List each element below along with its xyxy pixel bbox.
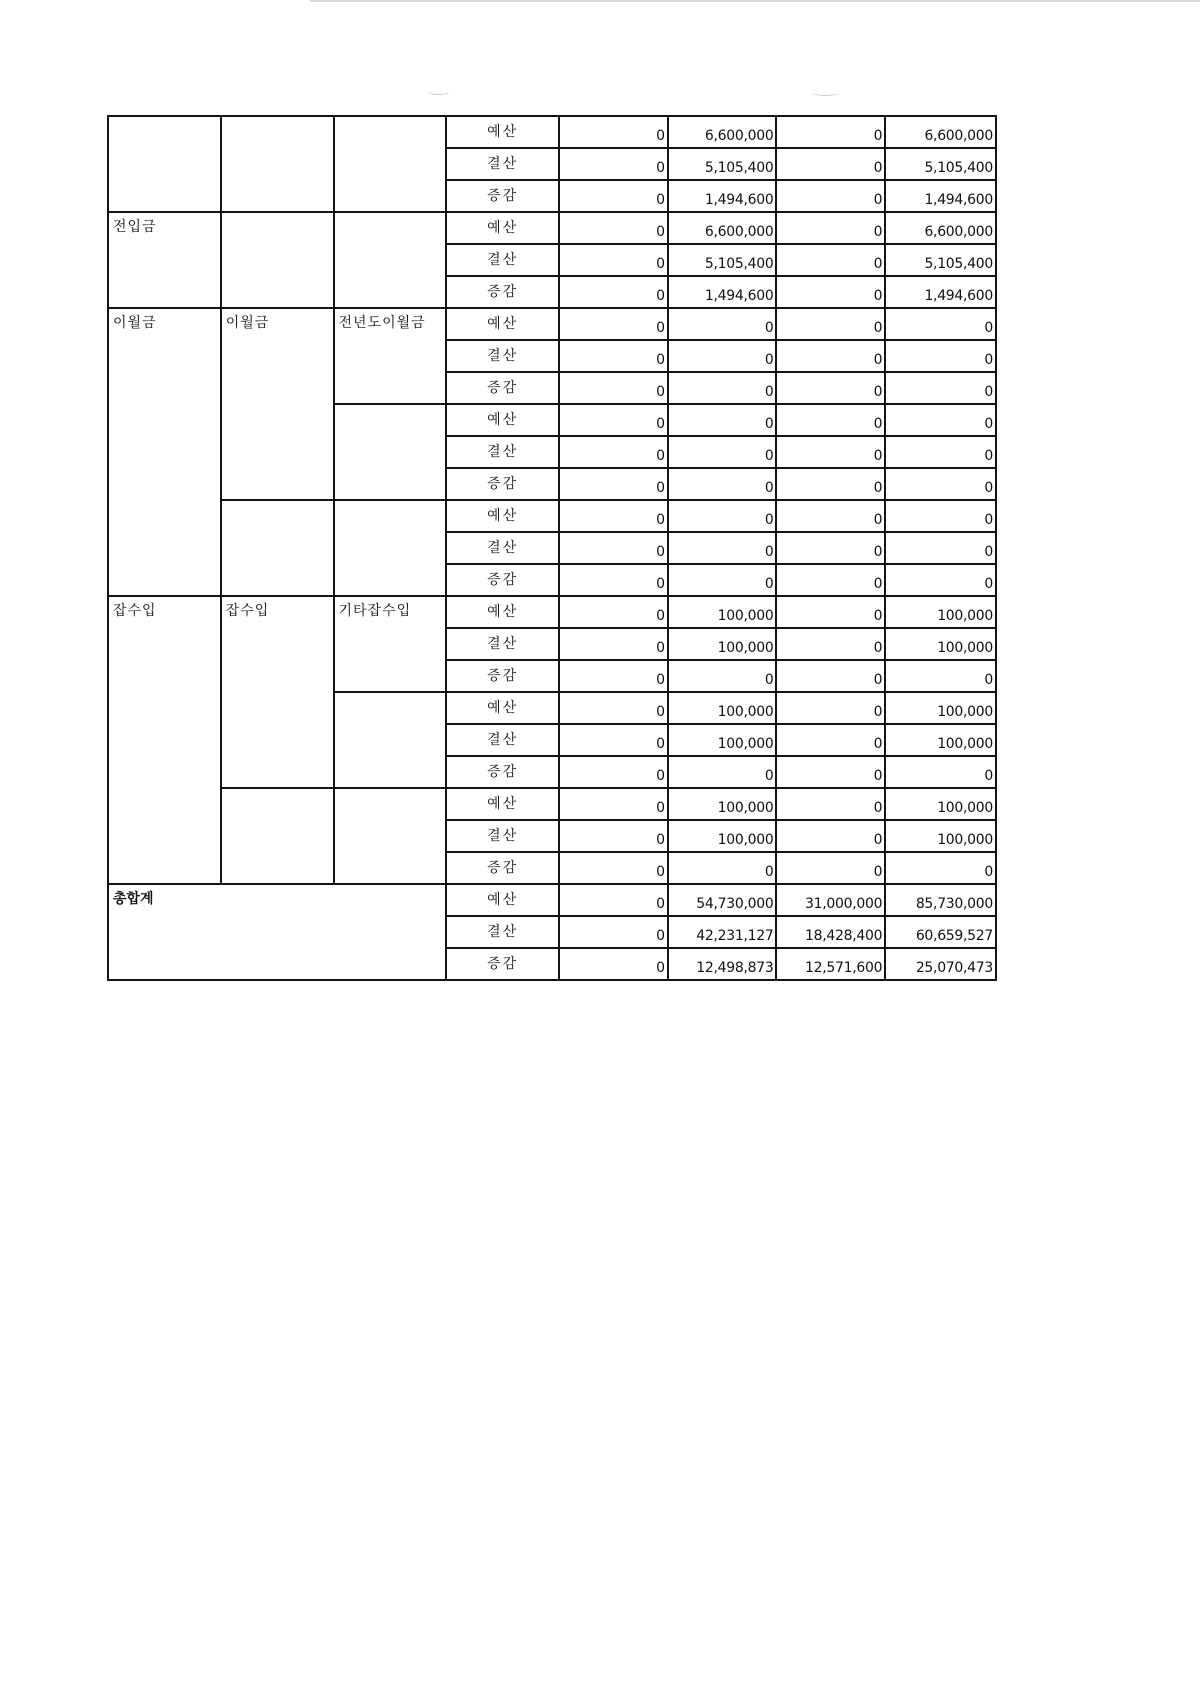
amount-cell: 0 bbox=[559, 404, 668, 436]
amount-cell: 0 bbox=[559, 468, 668, 500]
amount-cell: 54,730,000 bbox=[668, 884, 777, 916]
amount-cell: 0 bbox=[776, 148, 885, 180]
item-label bbox=[334, 788, 447, 884]
row-type-cell: 예산 bbox=[446, 308, 559, 340]
subsection-label bbox=[221, 788, 334, 884]
amount-cell: 0 bbox=[668, 468, 777, 500]
row-type-cell: 예산 bbox=[446, 404, 559, 436]
row-type-cell: 증감 bbox=[446, 564, 559, 596]
amount-cell: 0 bbox=[559, 852, 668, 884]
amount-cell: 0 bbox=[776, 820, 885, 852]
amount-cell: 0 bbox=[559, 276, 668, 308]
amount-cell: 0 bbox=[776, 212, 885, 244]
amount-cell: 0 bbox=[668, 404, 777, 436]
row-type-cell: 예산 bbox=[446, 884, 559, 916]
row-type-cell: 결산 bbox=[446, 916, 559, 948]
amount-cell: 0 bbox=[668, 372, 777, 404]
amount-cell: 0 bbox=[885, 404, 996, 436]
amount-cell: 0 bbox=[885, 468, 996, 500]
amount-cell: 0 bbox=[776, 724, 885, 756]
section-label: 이월금 bbox=[108, 308, 221, 596]
scan-mark bbox=[428, 88, 450, 95]
amount-cell: 18,428,400 bbox=[776, 916, 885, 948]
scan-edge-line bbox=[310, 0, 1200, 2]
row-type-cell: 증감 bbox=[446, 180, 559, 212]
amount-cell: 0 bbox=[559, 788, 668, 820]
amount-cell: 12,571,600 bbox=[776, 948, 885, 980]
amount-cell: 0 bbox=[885, 660, 996, 692]
row-type-cell: 결산 bbox=[446, 532, 559, 564]
item-label bbox=[334, 500, 447, 596]
amount-cell: 100,000 bbox=[668, 820, 777, 852]
amount-cell: 0 bbox=[559, 244, 668, 276]
amount-cell: 0 bbox=[885, 436, 996, 468]
row-type-cell: 예산 bbox=[446, 116, 559, 148]
row-type-cell: 증감 bbox=[446, 276, 559, 308]
table-row bbox=[108, 116, 996, 148]
amount-cell: 0 bbox=[776, 340, 885, 372]
amount-cell: 0 bbox=[559, 916, 668, 948]
amount-cell: 0 bbox=[885, 340, 996, 372]
row-type-cell: 증감 bbox=[446, 948, 559, 980]
amount-cell: 5,105,400 bbox=[668, 148, 777, 180]
amount-cell: 0 bbox=[776, 564, 885, 596]
section-label: 전입금 bbox=[108, 212, 221, 308]
row-type-cell: 결산 bbox=[446, 340, 559, 372]
amount-cell: 100,000 bbox=[885, 820, 996, 852]
amount-cell: 0 bbox=[559, 116, 668, 148]
amount-cell: 0 bbox=[776, 436, 885, 468]
amount-cell: 0 bbox=[776, 180, 885, 212]
amount-cell: 0 bbox=[885, 372, 996, 404]
amount-cell: 100,000 bbox=[668, 628, 777, 660]
item-label bbox=[334, 116, 447, 212]
amount-cell: 0 bbox=[776, 788, 885, 820]
amount-cell: 0 bbox=[668, 660, 777, 692]
row-type-cell: 결산 bbox=[446, 724, 559, 756]
amount-cell: 31,000,000 bbox=[776, 884, 885, 916]
amount-cell: 0 bbox=[885, 756, 996, 788]
amount-cell: 100,000 bbox=[885, 628, 996, 660]
amount-cell: 0 bbox=[559, 500, 668, 532]
row-type-cell: 증감 bbox=[446, 468, 559, 500]
amount-cell: 6,600,000 bbox=[668, 116, 777, 148]
amount-cell: 0 bbox=[668, 852, 777, 884]
amount-cell: 0 bbox=[776, 756, 885, 788]
amount-cell: 12,498,873 bbox=[668, 948, 777, 980]
amount-cell: 0 bbox=[776, 660, 885, 692]
row-type-cell: 증감 bbox=[446, 372, 559, 404]
amount-cell: 100,000 bbox=[668, 788, 777, 820]
section-label bbox=[108, 116, 221, 212]
amount-cell: 0 bbox=[559, 884, 668, 916]
amount-cell: 5,105,400 bbox=[885, 148, 996, 180]
amount-cell: 100,000 bbox=[668, 724, 777, 756]
table-row bbox=[108, 596, 996, 628]
row-type-cell: 증감 bbox=[446, 660, 559, 692]
subsection-label bbox=[221, 500, 334, 596]
amount-cell: 1,494,600 bbox=[668, 276, 777, 308]
section-label: 잡수입 bbox=[108, 596, 221, 884]
amount-cell: 0 bbox=[559, 756, 668, 788]
amount-cell: 25,070,473 bbox=[885, 948, 996, 980]
amount-cell: 1,494,600 bbox=[885, 180, 996, 212]
item-label bbox=[334, 692, 447, 788]
row-type-cell: 증감 bbox=[446, 852, 559, 884]
row-type-cell: 결산 bbox=[446, 820, 559, 852]
budget-settlement-table bbox=[107, 115, 997, 981]
amount-cell: 0 bbox=[776, 500, 885, 532]
scan-mark bbox=[812, 89, 838, 96]
table-row bbox=[108, 788, 996, 820]
item-label: 기타잡수입 bbox=[334, 596, 447, 692]
amount-cell: 0 bbox=[559, 372, 668, 404]
amount-cell: 0 bbox=[885, 532, 996, 564]
amount-cell: 0 bbox=[559, 724, 668, 756]
row-type-cell: 결산 bbox=[446, 148, 559, 180]
amount-cell: 0 bbox=[776, 852, 885, 884]
amount-cell: 0 bbox=[776, 372, 885, 404]
row-type-cell: 예산 bbox=[446, 788, 559, 820]
table-row bbox=[108, 500, 996, 532]
amount-cell: 60,659,527 bbox=[885, 916, 996, 948]
amount-cell: 0 bbox=[776, 116, 885, 148]
row-type-cell: 예산 bbox=[446, 596, 559, 628]
row-type-cell: 예산 bbox=[446, 500, 559, 532]
amount-cell: 0 bbox=[559, 436, 668, 468]
table-row bbox=[108, 212, 996, 244]
amount-cell: 42,231,127 bbox=[668, 916, 777, 948]
row-type-cell: 결산 bbox=[446, 244, 559, 276]
amount-cell: 0 bbox=[559, 212, 668, 244]
amount-cell: 0 bbox=[885, 500, 996, 532]
amount-cell: 0 bbox=[559, 148, 668, 180]
row-type-cell: 결산 bbox=[446, 628, 559, 660]
amount-cell: 0 bbox=[885, 564, 996, 596]
amount-cell: 0 bbox=[668, 500, 777, 532]
amount-cell: 0 bbox=[885, 852, 996, 884]
subsection-label bbox=[221, 212, 334, 308]
amount-cell: 0 bbox=[776, 468, 885, 500]
amount-cell: 0 bbox=[559, 948, 668, 980]
subsection-label: 이월금 bbox=[221, 308, 334, 500]
amount-cell: 0 bbox=[776, 596, 885, 628]
amount-cell: 0 bbox=[668, 308, 777, 340]
amount-cell: 0 bbox=[776, 276, 885, 308]
amount-cell: 6,600,000 bbox=[668, 212, 777, 244]
row-type-cell: 증감 bbox=[446, 756, 559, 788]
amount-cell: 0 bbox=[559, 308, 668, 340]
amount-cell: 1,494,600 bbox=[885, 276, 996, 308]
amount-cell: 6,600,000 bbox=[885, 212, 996, 244]
amount-cell: 0 bbox=[559, 820, 668, 852]
item-label bbox=[334, 212, 447, 308]
amount-cell: 0 bbox=[776, 244, 885, 276]
amount-cell: 0 bbox=[776, 692, 885, 724]
amount-cell: 6,600,000 bbox=[885, 116, 996, 148]
amount-cell: 0 bbox=[668, 340, 777, 372]
amount-cell: 0 bbox=[776, 532, 885, 564]
table-row bbox=[108, 308, 996, 340]
subsection-label: 잡수입 bbox=[221, 596, 334, 788]
item-label: 전년도이월금 bbox=[334, 308, 447, 404]
amount-cell: 0 bbox=[559, 596, 668, 628]
amount-cell: 1,494,600 bbox=[668, 180, 777, 212]
row-type-cell: 결산 bbox=[446, 436, 559, 468]
amount-cell: 0 bbox=[559, 180, 668, 212]
amount-cell: 100,000 bbox=[668, 692, 777, 724]
amount-cell: 0 bbox=[559, 692, 668, 724]
grand-total-label: 총합계 bbox=[108, 884, 446, 980]
amount-cell: 100,000 bbox=[885, 788, 996, 820]
amount-cell: 0 bbox=[668, 436, 777, 468]
amount-cell: 0 bbox=[668, 756, 777, 788]
amount-cell: 0 bbox=[668, 532, 777, 564]
amount-cell: 100,000 bbox=[885, 692, 996, 724]
amount-cell: 0 bbox=[776, 404, 885, 436]
amount-cell: 0 bbox=[885, 308, 996, 340]
subsection-label bbox=[221, 116, 334, 212]
amount-cell: 5,105,400 bbox=[885, 244, 996, 276]
amount-cell: 5,105,400 bbox=[668, 244, 777, 276]
amount-cell: 100,000 bbox=[885, 724, 996, 756]
amount-cell: 0 bbox=[559, 660, 668, 692]
amount-cell: 100,000 bbox=[885, 596, 996, 628]
table-body bbox=[108, 116, 996, 980]
amount-cell: 85,730,000 bbox=[885, 884, 996, 916]
amount-cell: 100,000 bbox=[668, 596, 777, 628]
amount-cell: 0 bbox=[776, 628, 885, 660]
amount-cell: 0 bbox=[668, 564, 777, 596]
row-type-cell: 예산 bbox=[446, 212, 559, 244]
amount-cell: 0 bbox=[559, 532, 668, 564]
total-row bbox=[108, 884, 996, 916]
amount-cell: 0 bbox=[559, 628, 668, 660]
item-label bbox=[334, 404, 447, 500]
row-type-cell: 예산 bbox=[446, 692, 559, 724]
amount-cell: 0 bbox=[559, 340, 668, 372]
amount-cell: 0 bbox=[559, 564, 668, 596]
amount-cell: 0 bbox=[776, 308, 885, 340]
